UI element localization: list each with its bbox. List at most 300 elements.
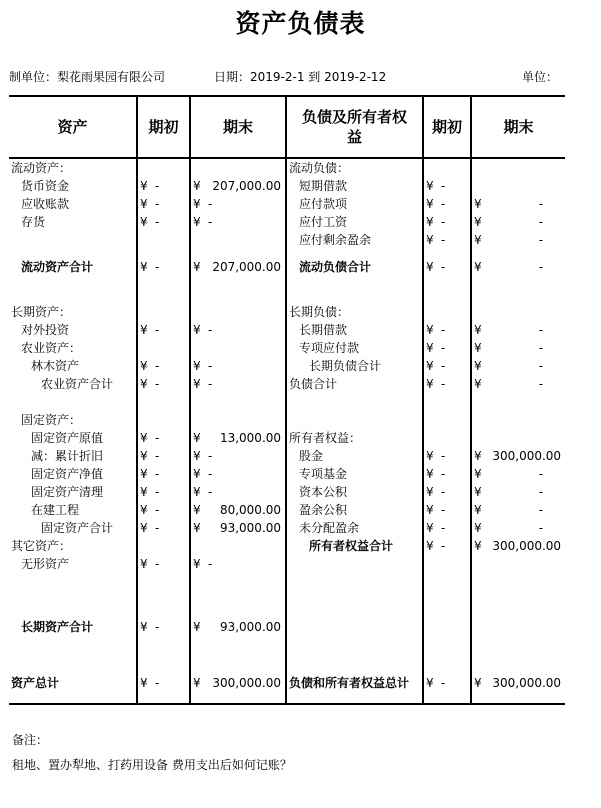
asset-opening-value: [149, 573, 190, 609]
currency-symbol: [137, 537, 149, 555]
currency-symbol: [137, 158, 149, 177]
asset-item-label: [9, 231, 137, 249]
asset-opening-value: -: [149, 483, 190, 501]
table-row: [9, 645, 565, 663]
liability-opening-value: -: [435, 213, 471, 231]
asset-opening-value: [149, 393, 190, 411]
currency-symbol: [423, 429, 435, 447]
unit-label: 单位：: [522, 70, 559, 84]
asset-opening-value: -: [149, 177, 190, 195]
asset-closing-value: [202, 393, 286, 411]
asset-item-label: 长期资产：: [9, 303, 137, 321]
asset-closing-value: -: [202, 195, 286, 213]
currency-symbol: ¥: [140, 359, 148, 373]
header-liabilities-closing: 期末: [471, 96, 565, 158]
asset-opening-value: -: [149, 213, 190, 231]
table-row: [9, 231, 565, 249]
asset-item-label: 存货: [9, 213, 137, 231]
currency-symbol: ¥: [140, 260, 148, 274]
asset-closing-value: 13,000.00: [202, 429, 286, 447]
table-row: [9, 285, 565, 303]
liability-item-label: 未分配盈余: [286, 519, 423, 537]
currency-symbol: ¥: [190, 663, 202, 704]
asset-opening-value: -: [149, 609, 190, 645]
currency-symbol: ¥: [426, 215, 434, 229]
liability-opening-value: [435, 158, 471, 177]
currency-symbol: ¥: [474, 485, 482, 499]
currency-symbol: [471, 573, 483, 609]
currency-symbol: ¥: [193, 467, 201, 481]
currency-symbol: [190, 411, 202, 429]
currency-symbol: ¥: [474, 539, 482, 553]
asset-item-label: 其它资产：: [9, 537, 137, 555]
liability-item-label: 流动负债合计: [286, 249, 423, 285]
currency-symbol: ¥: [140, 503, 148, 517]
liability-closing-value: 300,000.00: [483, 663, 565, 704]
table-row: [9, 609, 565, 645]
liability-closing-value: [483, 645, 565, 663]
liability-opening-value: [435, 411, 471, 429]
liability-item-label: 资本公积: [286, 483, 423, 501]
liability-item-label: 专项应付款: [286, 339, 423, 357]
asset-opening-value: [149, 339, 190, 357]
liability-closing-value: [483, 429, 565, 447]
liability-opening-value: [435, 303, 471, 321]
asset-opening-value: -: [149, 357, 190, 375]
liability-closing-value: [483, 555, 565, 573]
asset-opening-value: [149, 158, 190, 177]
table-row: [9, 663, 565, 704]
currency-symbol: ¥: [474, 233, 482, 247]
balance-sheet-table: [9, 95, 565, 705]
currency-symbol: [471, 303, 483, 321]
currency-symbol: ¥: [137, 663, 149, 704]
liability-item-label: 短期借款: [286, 177, 423, 195]
currency-symbol: [471, 609, 483, 645]
currency-symbol: [423, 555, 435, 573]
currency-symbol: [137, 303, 149, 321]
currency-symbol: [423, 158, 435, 177]
currency-symbol: ¥: [193, 215, 201, 229]
asset-item-label: 长期资产合计: [9, 609, 137, 645]
currency-symbol: [423, 573, 435, 609]
asset-item-label: 应收账款: [9, 195, 137, 213]
liability-closing-value: -: [538, 215, 544, 229]
currency-symbol: ¥: [474, 341, 482, 355]
currency-symbol: [471, 285, 483, 303]
currency-symbol: [471, 393, 483, 411]
currency-symbol: [137, 285, 149, 303]
currency-symbol: ¥: [193, 377, 201, 391]
currency-symbol: ¥: [474, 197, 482, 211]
report-title: 资产负债表: [235, 9, 366, 38]
liability-closing-value: -: [538, 233, 544, 247]
table-row: [9, 537, 565, 555]
liability-closing-value: -: [538, 260, 544, 274]
asset-closing-value: 93,000.00: [202, 609, 286, 645]
liability-item-label: [286, 645, 423, 663]
currency-symbol: [137, 411, 149, 429]
asset-closing-value: -: [202, 357, 286, 375]
header-assets: 资产: [9, 96, 137, 158]
table-row: [9, 573, 565, 609]
currency-symbol: [423, 609, 435, 645]
currency-symbol: ¥: [140, 323, 148, 337]
currency-symbol: [190, 303, 202, 321]
currency-symbol: ¥: [426, 521, 434, 535]
liability-item-label: [286, 411, 423, 429]
asset-opening-value: [149, 411, 190, 429]
asset-opening-value: -: [149, 555, 190, 573]
liability-closing-value: 300,000.00: [492, 449, 562, 463]
table-row: [9, 375, 565, 393]
asset-closing-value: 207,000.00: [202, 177, 286, 195]
currency-symbol: ¥: [193, 503, 201, 517]
asset-opening-value: [149, 231, 190, 249]
currency-symbol: ¥: [471, 663, 483, 704]
asset-item-label: 固定资产清理: [9, 483, 137, 501]
currency-symbol: [137, 231, 149, 249]
table-row: [9, 303, 565, 321]
currency-symbol: ¥: [474, 323, 482, 337]
liability-closing-value: 300,000.00: [492, 539, 562, 553]
currency-symbol: ¥: [474, 503, 482, 517]
liability-item-label: 长期负债合计: [286, 357, 423, 375]
liability-item-label: 长期借款: [286, 321, 423, 339]
liability-opening-value: [435, 645, 471, 663]
currency-symbol: ¥: [140, 215, 148, 229]
table-row: [9, 555, 565, 573]
asset-opening-value: [149, 285, 190, 303]
company-label: 制单位：梨花雨果园有限公司: [9, 70, 166, 84]
table-row: [9, 411, 565, 429]
currency-symbol: ¥: [140, 620, 148, 634]
liability-closing-value: -: [538, 323, 544, 337]
currency-symbol: ¥: [426, 233, 434, 247]
liability-closing-value: -: [538, 377, 544, 391]
currency-symbol: ¥: [474, 215, 482, 229]
liability-item-label: 流动负债：: [286, 158, 423, 177]
currency-symbol: ¥: [426, 503, 434, 517]
liability-item-label: [286, 573, 423, 609]
liability-opening-value: -: [435, 339, 471, 357]
asset-opening-value: -: [149, 519, 190, 537]
liability-opening-value: [435, 555, 471, 573]
header-liabilities-equity: 负债及所有者权益: [286, 96, 423, 158]
table-row: [9, 483, 565, 501]
liability-item-label: 应付工资: [286, 213, 423, 231]
asset-closing-value: -: [202, 447, 286, 465]
currency-symbol: ¥: [140, 377, 148, 391]
liability-opening-value: [435, 285, 471, 303]
table-row: [9, 519, 565, 537]
currency-symbol: ¥: [426, 539, 434, 553]
asset-item-label: 对外投资: [9, 321, 137, 339]
asset-closing-value: 80,000.00: [202, 501, 286, 519]
liability-closing-value: -: [538, 521, 544, 535]
liability-item-label: 负债合计: [286, 375, 423, 393]
asset-item-label: [9, 573, 137, 609]
asset-item-label: [9, 285, 137, 303]
table-row: [9, 177, 565, 195]
asset-opening-value: -: [149, 321, 190, 339]
asset-item-label: 固定资产净值: [9, 465, 137, 483]
asset-item-label: 流动资产合计: [9, 249, 137, 285]
currency-symbol: ¥: [140, 485, 148, 499]
asset-item-label: 固定资产：: [9, 411, 137, 429]
table-row: [9, 213, 565, 231]
currency-symbol: ¥: [426, 485, 434, 499]
liability-item-label: [286, 393, 423, 411]
currency-symbol: [423, 411, 435, 429]
liability-item-label: 所有者权益合计: [286, 537, 423, 555]
currency-symbol: [471, 411, 483, 429]
currency-symbol: ¥: [474, 377, 482, 391]
currency-symbol: ¥: [423, 663, 435, 704]
liability-item-label: 负债和所有者权益总计: [286, 663, 423, 704]
currency-symbol: ¥: [193, 620, 201, 634]
liability-opening-value: [435, 393, 471, 411]
asset-opening-value: [149, 645, 190, 663]
currency-symbol: ¥: [140, 557, 148, 571]
asset-closing-value: [202, 285, 286, 303]
asset-item-label: 固定资产合计: [9, 519, 137, 537]
header-assets-closing: 期末: [190, 96, 286, 158]
liability-closing-value: -: [538, 485, 544, 499]
table-row: [9, 501, 565, 519]
asset-item-label: 流动资产：: [9, 158, 137, 177]
liability-closing-value: -: [538, 467, 544, 481]
currency-symbol: ¥: [193, 557, 201, 571]
asset-closing-value: -: [202, 465, 286, 483]
liability-opening-value: -: [435, 375, 471, 393]
liability-opening-value: -: [435, 483, 471, 501]
notes-label: 备注：: [12, 733, 49, 747]
asset-item-label: [9, 645, 137, 663]
asset-closing-value: -: [202, 213, 286, 231]
asset-item-label: [9, 393, 137, 411]
asset-item-label: 固定资产原值: [9, 429, 137, 447]
table-row: [9, 249, 565, 285]
currency-symbol: [423, 393, 435, 411]
liability-closing-value: [483, 609, 565, 645]
liability-opening-value: -: [435, 231, 471, 249]
liability-item-label: 应付剩余盈余: [286, 231, 423, 249]
asset-opening-value: -: [149, 429, 190, 447]
asset-opening-value: -: [149, 195, 190, 213]
currency-symbol: ¥: [474, 449, 482, 463]
asset-item-label: 货币资金: [9, 177, 137, 195]
header-liabilities-opening: 期初: [423, 96, 471, 158]
asset-closing-value: -: [202, 375, 286, 393]
currency-symbol: [423, 285, 435, 303]
asset-opening-value: -: [149, 465, 190, 483]
currency-symbol: [190, 645, 202, 663]
currency-symbol: ¥: [193, 359, 201, 373]
table-row: [9, 393, 565, 411]
asset-opening-value: [149, 537, 190, 555]
liability-closing-value: -: [538, 503, 544, 517]
liability-item-label: 长期负债：: [286, 303, 423, 321]
asset-item-label: 资产总计: [9, 663, 137, 704]
liability-closing-value: -: [538, 359, 544, 373]
currency-symbol: [471, 177, 483, 195]
currency-symbol: ¥: [193, 521, 201, 535]
liability-closing-value: [483, 158, 565, 177]
asset-item-label: 林木资产: [9, 357, 137, 375]
currency-symbol: ¥: [426, 467, 434, 481]
currency-symbol: [471, 555, 483, 573]
asset-closing-value: -: [202, 555, 286, 573]
liability-item-label: 盈余公积: [286, 501, 423, 519]
table-row: [9, 447, 565, 465]
liability-opening-value: -: [435, 249, 471, 285]
table-row: [9, 339, 565, 357]
date-range: 日期：2019-2-1 到 2019-2-12: [214, 70, 387, 84]
currency-symbol: ¥: [426, 260, 434, 274]
table-row: [9, 357, 565, 375]
asset-item-label: 无形资产: [9, 555, 137, 573]
liability-opening-value: -: [435, 465, 471, 483]
currency-symbol: ¥: [193, 179, 201, 193]
asset-closing-value: [202, 158, 286, 177]
liability-closing-value: [483, 573, 565, 609]
liability-item-label: 专项基金: [286, 465, 423, 483]
currency-symbol: ¥: [140, 179, 148, 193]
currency-symbol: [190, 231, 202, 249]
asset-closing-value: [202, 339, 286, 357]
liability-item-label: 应付款项: [286, 195, 423, 213]
currency-symbol: ¥: [426, 341, 434, 355]
asset-closing-value: 207,000.00: [202, 249, 286, 285]
asset-opening-value: -: [149, 447, 190, 465]
asset-closing-value: [202, 303, 286, 321]
currency-symbol: [190, 393, 202, 411]
liability-closing-value: -: [538, 197, 544, 211]
liability-opening-value: -: [435, 357, 471, 375]
asset-opening-value: [149, 303, 190, 321]
asset-closing-value: -: [202, 483, 286, 501]
asset-opening-value: -: [149, 249, 190, 285]
currency-symbol: ¥: [193, 260, 201, 274]
asset-closing-value: [202, 411, 286, 429]
currency-symbol: [471, 158, 483, 177]
table-row: [9, 321, 565, 339]
liability-closing-value: [483, 303, 565, 321]
currency-symbol: [137, 339, 149, 357]
asset-item-label: 农业资产合计: [9, 375, 137, 393]
liability-opening-value: -: [435, 501, 471, 519]
currency-symbol: ¥: [193, 485, 201, 499]
asset-closing-value: [202, 573, 286, 609]
asset-closing-value: 300,000.00: [202, 663, 286, 704]
liability-opening-value: -: [435, 321, 471, 339]
currency-symbol: ¥: [426, 377, 434, 391]
currency-symbol: ¥: [426, 323, 434, 337]
currency-symbol: ¥: [193, 431, 201, 445]
asset-item-label: 农业资产：: [9, 339, 137, 357]
currency-symbol: [137, 393, 149, 411]
asset-closing-value: [202, 231, 286, 249]
liability-item-label: 所有者权益：: [286, 429, 423, 447]
currency-symbol: ¥: [426, 359, 434, 373]
header-assets-opening: 期初: [137, 96, 190, 158]
liability-opening-value: -: [435, 537, 471, 555]
liability-closing-value: [483, 285, 565, 303]
liability-opening-value: [435, 573, 471, 609]
asset-closing-value: -: [202, 321, 286, 339]
liability-item-label: [286, 285, 423, 303]
liability-opening-value: -: [435, 177, 471, 195]
liability-item-label: [286, 609, 423, 645]
liability-opening-value: -: [435, 519, 471, 537]
currency-symbol: ¥: [426, 179, 434, 193]
currency-symbol: ¥: [140, 521, 148, 535]
liability-opening-value: -: [435, 447, 471, 465]
currency-symbol: ¥: [193, 449, 201, 463]
asset-opening-value: -: [149, 375, 190, 393]
table-row: [9, 429, 565, 447]
currency-symbol: [190, 339, 202, 357]
currency-symbol: [471, 429, 483, 447]
asset-opening-value: -: [149, 501, 190, 519]
currency-symbol: [423, 303, 435, 321]
currency-symbol: [190, 158, 202, 177]
currency-symbol: ¥: [474, 359, 482, 373]
currency-symbol: ¥: [193, 323, 201, 337]
asset-closing-value: [202, 537, 286, 555]
liability-opening-value: [435, 429, 471, 447]
liability-closing-value: [483, 393, 565, 411]
table-row: [9, 158, 565, 177]
currency-symbol: [190, 285, 202, 303]
currency-symbol: [190, 573, 202, 609]
asset-closing-value: 93,000.00: [202, 519, 286, 537]
header-row: [9, 96, 565, 158]
table-row: [9, 195, 565, 213]
table-row: [9, 465, 565, 483]
currency-symbol: ¥: [474, 521, 482, 535]
currency-symbol: ¥: [426, 449, 434, 463]
liability-closing-value: [483, 411, 565, 429]
liability-opening-value: -: [435, 195, 471, 213]
currency-symbol: [137, 573, 149, 609]
currency-symbol: [190, 537, 202, 555]
liability-item-label: 股金: [286, 447, 423, 465]
liability-closing-value: -: [538, 341, 544, 355]
asset-opening-value: -: [149, 663, 190, 704]
liability-opening-value: [435, 609, 471, 645]
asset-item-label: 减：累计折旧: [9, 447, 137, 465]
currency-symbol: ¥: [140, 467, 148, 481]
currency-symbol: ¥: [193, 197, 201, 211]
currency-symbol: ¥: [474, 467, 482, 481]
liability-opening-value: -: [435, 663, 471, 704]
asset-item-label: 在建工程: [9, 501, 137, 519]
currency-symbol: ¥: [474, 260, 482, 274]
asset-closing-value: [202, 645, 286, 663]
liability-item-label: [286, 555, 423, 573]
currency-symbol: [137, 645, 149, 663]
currency-symbol: ¥: [426, 197, 434, 211]
notes-text: 租地、置办犁地、打药用设备 费用支出后如何记账？: [12, 758, 292, 772]
currency-symbol: ¥: [140, 431, 148, 445]
liability-closing-value: [483, 177, 565, 195]
currency-symbol: ¥: [140, 197, 148, 211]
currency-symbol: [471, 645, 483, 663]
currency-symbol: [423, 645, 435, 663]
currency-symbol: ¥: [140, 449, 148, 463]
